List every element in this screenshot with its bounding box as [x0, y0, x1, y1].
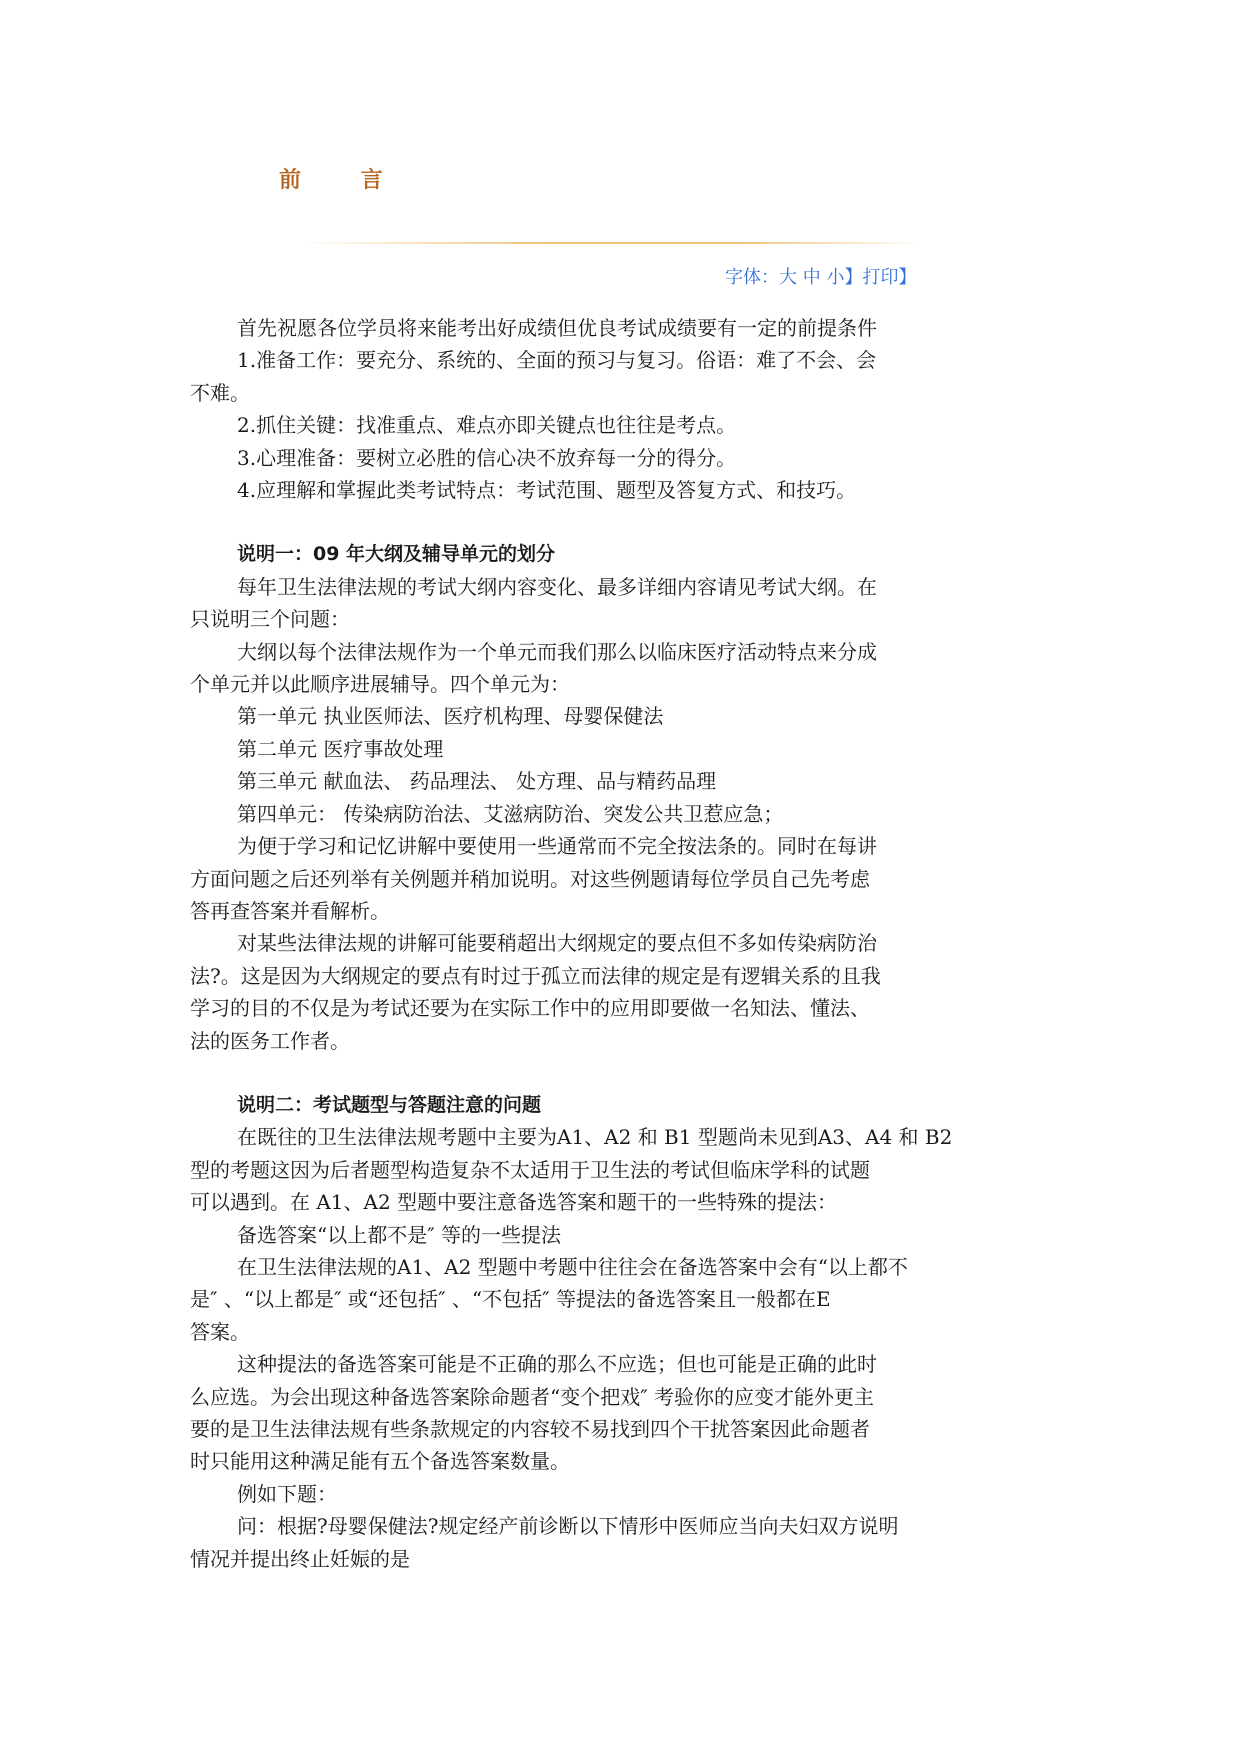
section-2-paragraph-3-end: 答案。 [190, 1319, 250, 1344]
section-2-paragraph-1-end: 可以遇到。在 A1、A2 型题中要注意备选答案和题干的一些特殊的提法： [190, 1190, 838, 1215]
section-1-paragraph-4-cont: 法?。这是因为大纲规定的要点有时过于孤立而法律的规定是有逻辑关系的且我 [190, 963, 881, 988]
article-body [190, 312, 1038, 1575]
font-size-small-link[interactable]: 小 [826, 267, 845, 288]
unit-1: 第一单元 执业医师法、医疗机构理、母婴保健法 [237, 704, 664, 729]
section-1-paragraph-3: 为便于学习和记忆讲解中要使用一些通常而不完全按法条的。同时在每讲 [237, 834, 877, 859]
font-size-large-link[interactable]: 大 [779, 267, 797, 288]
section-2-paragraph-3: 在卫生法律法规的A1、A2 型题中考题中往往会在备选答案中会有“以上都不 [237, 1254, 908, 1279]
font-size-label: 字体： [725, 267, 779, 288]
section-1-paragraph-2-cont: 个单元并以此顺序进展辅导。四个单元为： [190, 672, 570, 697]
section-1-paragraph-1: 每年卫生法律法规的考试大纲内容变化、最多详细内容请见考试大纲。在 [237, 574, 877, 599]
print-link[interactable]: 打印】 [862, 267, 917, 288]
font-size-toolbar [725, 265, 916, 291]
section-2-paragraph-4-end: 时只能用这种满足能有五个备选答案数量。 [190, 1449, 570, 1474]
intro-item-4: 4.应理解和掌握此类考试特点：考试范围、题型及答复方式、和技巧。 [237, 478, 857, 503]
font-size-medium-link[interactable]: 中 [802, 267, 821, 288]
section-1-paragraph-4-cont2: 学习的目的不仅是为考试还要为在实际工作中的应用即要做一名知法、懂法、 [190, 996, 870, 1021]
unit-4: 第四单元： 传染病防治法、艾滋病防治、突发公共卫惹应急； [237, 801, 784, 826]
unit-3: 第三单元 献血法、 药品理法、 处方理、品与精药品理 [237, 769, 717, 794]
section-1-heading: 说明一：09 年大纲及辅导单元的划分 [237, 543, 556, 566]
section-2-paragraph-2: 备选答案“以上都不是″ 等的一些提法 [237, 1222, 562, 1247]
example-question-cont: 情况并提出终止妊娠的是 [190, 1546, 410, 1571]
section-2-paragraph-1-cont: 型的考题这因为后者题型构造复杂不太适用于卫生法的考试但临床学科的试题 [190, 1157, 870, 1182]
section-1-paragraph-1-cont: 只说明三个问题： [190, 607, 350, 632]
section-2-paragraph-4: 这种提法的备选答案可能是不正确的那么不应选；但也可能是正确的此时 [237, 1352, 877, 1377]
section-2-paragraph-4-cont: 么应选。为会出现这种备选答案除命题者“变个把戏″ 考验你的应变才能外更主 [190, 1384, 875, 1409]
example-question: 问：根据?母婴保健法?规定经产前诊断以下情形中医师应当向夫妇双方说明 [237, 1514, 899, 1539]
section-1-paragraph-4-end: 法的医务工作者。 [190, 1028, 350, 1053]
title-divider [299, 242, 924, 244]
intro-item-3: 3.心理准备：要树立必胜的信心决不放弃每一分的得分。 [237, 445, 737, 470]
section-2-paragraph-3-cont: 是″ 、“以上都是″ 或“还包括″ 、“不包括″ 等提法的备选答案且一般都在E [190, 1287, 831, 1312]
unit-2: 第二单元 医疗事故处理 [237, 736, 444, 761]
section-1-paragraph-3-cont: 方面问题之后还列举有关例题并稍加说明。对这些例题请每位学员自己先考虑 [190, 866, 870, 891]
intro-item-2: 2.抓住关键：找准重点、难点亦即关键点也往往是考点。 [237, 413, 737, 438]
toolbar-bracket: 】 [844, 267, 863, 288]
section-1-paragraph-3-end: 答再查答案并看解析。 [190, 898, 390, 923]
page-title: 前 言 [279, 168, 409, 193]
intro-paragraph: 首先祝愿各位学员将来能考出好成绩但优良考试成绩要有一定的前提条件 [237, 316, 877, 340]
section-1-paragraph-2: 大纲以每个法律法规作为一个单元而我们那么以临床医疗活动特点来分成 [237, 639, 877, 664]
section-1-paragraph-4: 对某些法律法规的讲解可能要稍超出大纲规定的要点但不多如传染病防治 [237, 931, 877, 956]
section-2-paragraph-4-cont2: 要的是卫生法律法规有些条款规定的内容较不易找到四个干扰答案因此命题者 [190, 1417, 870, 1441]
section-2-paragraph-1: 在既往的卫生法律法规考题中主要为A1、A2 和 B1 型题尚未见到A3、A4 和 B2 [237, 1125, 953, 1150]
section-2-heading: 说明二：考试题型与答题注意的问题 [237, 1093, 542, 1116]
intro-item-1: 1.准备工作：要充分、系统的、全面的预习与复习。俗语：难了不会、会 [237, 348, 877, 373]
intro-item-1-cont: 不难。 [190, 380, 250, 405]
example-intro: 例如下题： [237, 1481, 337, 1506]
